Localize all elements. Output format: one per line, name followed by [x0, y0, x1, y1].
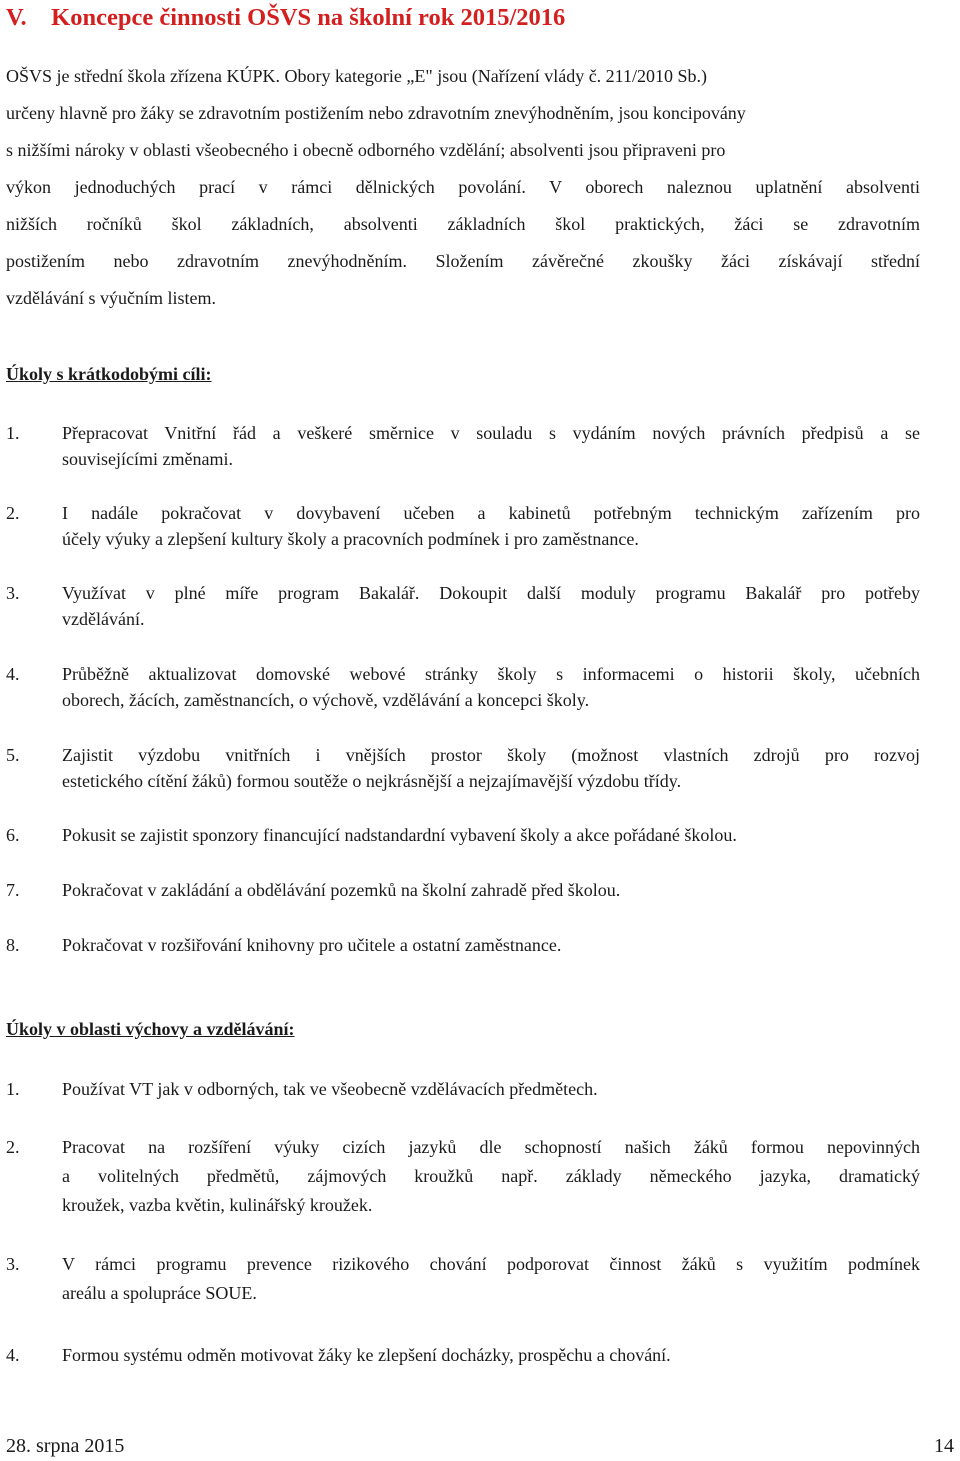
- section-title-education: Úkoly v oblasti výchovy a vzdělávání:: [6, 1019, 295, 1039]
- list-item-number: 3.: [6, 1254, 20, 1274]
- chapter-heading: V. Koncepce činnosti OŠVS na školní rok 2015/2016: [6, 4, 566, 31]
- intro-line: OŠVS je střední škola zřízena KÚPK. Obory kategorie „E" jsou (Nařízení vlády č. 211/2010 Sb.): [6, 66, 708, 86]
- list-item-number: 2.: [6, 503, 20, 523]
- list-item-text: Pokračovat v rozšiřování knihovny pro učitele a ostatní zaměstnance.: [62, 935, 562, 955]
- footer-date: 28. srpna 2015: [6, 1435, 125, 1457]
- list-item-text: Formou systému odměn motivovat žáky ke zlepšení docházky, prospěchu a chování.: [62, 1345, 671, 1365]
- list-item-text: Pracovat na rozšíření výuky cizích jazyků dle schopností našich žáků formou nepovinných a volitelných předmětů, zájmových kroužků např. základy německého jazyka, dramatický kroužek, vazba květin, kulinářský kroužek.: [62, 1137, 920, 1215]
- list-item-text: Používat VT jak v odborných, tak ve všeobecně vzdělávacích předmětech.: [62, 1079, 598, 1099]
- list-item-number: 4.: [6, 664, 20, 684]
- list-item-number: 4.: [6, 1345, 20, 1365]
- footer-page-number: 14: [934, 1435, 954, 1457]
- list-item-text: I nadále pokračovat v dovybavení učeben a kabinetů potřebným technickým zařízením pro účely výuky a zlepšení kultury školy a pracovních podmínek i pro zaměstnance.: [62, 503, 920, 549]
- list-item-text: Pokračovat v zakládání a obdělávání pozemků na školní zahradě před školou.: [62, 880, 621, 900]
- list-item-number: 8.: [6, 935, 20, 955]
- list-item-text: Přepracovat Vnitřní řád a veškeré směrnice v souladu s vydáním nových právních předpisů a se souvisejícími změnami.: [62, 423, 920, 469]
- intro-line: postižením nebo zdravotním znevýhodněním. Složením závěrečné zkoušky žáci získávají střední: [6, 251, 920, 271]
- list-item-number: 7.: [6, 880, 20, 900]
- list-item-number: 6.: [6, 825, 20, 845]
- intro-line: nižších ročníků škol základních, absolventi základních škol praktických, žáci se zdravotním: [6, 214, 920, 234]
- list-item-text: Pokusit se zajistit sponzory financující nadstandardní vybavení školy a akce pořádané školou.: [62, 825, 737, 845]
- intro-paragraph: [6, 58, 920, 317]
- intro-line: vzdělávání s výučním listem.: [6, 288, 216, 308]
- list-item-text: Zajistit výzdobu vnitřních i vnějších prostor školy (možnost vlastních zdrojů pro rozvoj estetického cítění žáků) formou soutěže o nejkrásnější a nejzajímavější výzdobu třídy.: [62, 745, 920, 791]
- intro-line: výkon jednoduchých prací v rámci dělnických povolání. V oborech naleznou uplatnění absolventi: [6, 177, 920, 197]
- list-item-number: 5.: [6, 745, 20, 765]
- list-item-number: 3.: [6, 583, 20, 603]
- intro-line: určeny hlavně pro žáky se zdravotním postižením nebo zdravotním znevýhodněním, jsou koncipovány: [6, 103, 746, 123]
- section-title-short-term: Úkoly s krátkodobými cíli:: [6, 364, 212, 384]
- list-item-number: 1.: [6, 1079, 20, 1099]
- list-item-text: V rámci programu prevence rizikového chování podporovat činnost žáků s využitím podmínek areálu a spolupráce SOUE.: [62, 1254, 920, 1303]
- list-item-number: 1.: [6, 423, 20, 443]
- list-item-text: Využívat v plné míře program Bakalář. Dokoupit další moduly programu Bakalář pro potřeby vzdělávání.: [62, 583, 920, 629]
- intro-line: s nižšími nároky v oblasti všeobecného i obecně odborného vzdělání; absolventi jsou připraveni pro: [6, 140, 726, 160]
- list-item-number: 2.: [6, 1137, 20, 1157]
- list-item-text: Průběžně aktualizovat domovské webové stránky školy s informacemi o historii školy, učebních oborech, žácích, zaměstnancích, o výchově, vzdělávání a koncepci školy.: [62, 664, 920, 710]
